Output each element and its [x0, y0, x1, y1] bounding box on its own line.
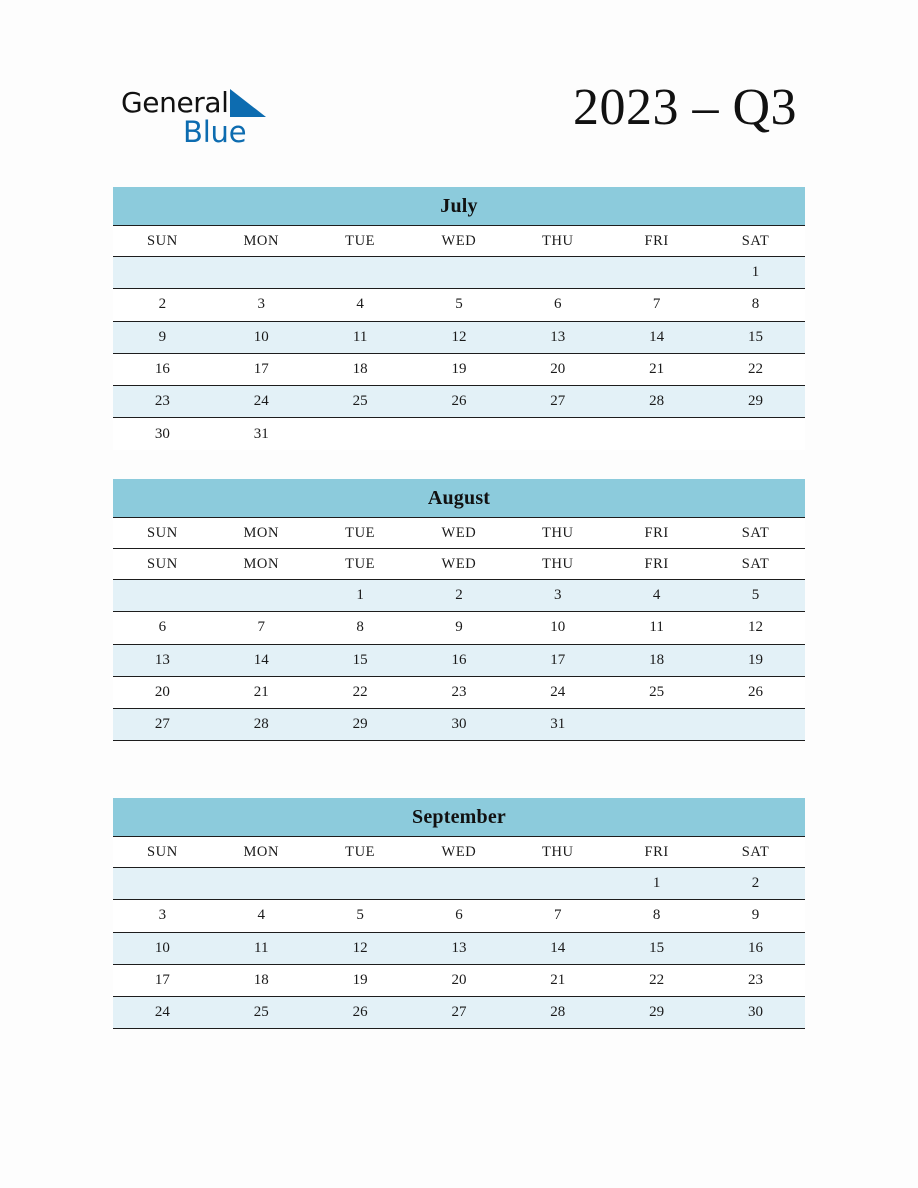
- day-cell-empty: [410, 418, 509, 450]
- day-cell[interactable]: 8: [706, 289, 805, 321]
- day-cell[interactable]: 18: [311, 353, 410, 385]
- day-header-sun: SUN: [113, 549, 212, 580]
- day-cell[interactable]: 26: [410, 386, 509, 418]
- day-header-fri: FRI: [607, 549, 706, 580]
- day-header-mon: MON: [212, 549, 311, 580]
- day-cell[interactable]: 20: [410, 964, 509, 996]
- general-blue-logo: [121, 88, 281, 150]
- day-header-sun: SUN: [113, 837, 212, 868]
- week-row: [113, 353, 805, 385]
- day-header-wed: WED: [410, 837, 509, 868]
- day-header-fri: FRI: [607, 226, 706, 257]
- day-cell[interactable]: 23: [706, 964, 805, 996]
- day-header-wed: WED: [410, 226, 509, 257]
- day-cell[interactable]: 26: [706, 676, 805, 708]
- day-cell[interactable]: 12: [706, 612, 805, 644]
- day-header-wed: WED: [410, 518, 509, 549]
- day-cell[interactable]: 30: [410, 709, 509, 741]
- week-row: [113, 644, 805, 676]
- day-cell[interactable]: 25: [311, 386, 410, 418]
- day-cell[interactable]: 16: [706, 932, 805, 964]
- day-cell[interactable]: 24: [212, 386, 311, 418]
- day-header-row-august-2: [113, 549, 805, 580]
- day-cell[interactable]: 2: [113, 289, 212, 321]
- day-header-thu: THU: [508, 226, 607, 257]
- day-cell[interactable]: 30: [706, 997, 805, 1029]
- day-cell[interactable]: 28: [508, 997, 607, 1029]
- day-header-sat: SAT: [706, 226, 805, 257]
- day-cell-empty: [508, 257, 607, 289]
- month-title-august: August: [113, 479, 805, 518]
- week-row: [113, 676, 805, 708]
- day-cell[interactable]: 20: [508, 353, 607, 385]
- day-cell[interactable]: 21: [508, 964, 607, 996]
- day-cell-empty: [212, 257, 311, 289]
- day-cell[interactable]: 11: [311, 321, 410, 353]
- day-cell-empty: [706, 418, 805, 450]
- week-row: [113, 868, 805, 900]
- day-cell[interactable]: 19: [311, 964, 410, 996]
- day-cell[interactable]: 13: [410, 932, 509, 964]
- day-cell[interactable]: 23: [113, 386, 212, 418]
- day-cell[interactable]: 12: [311, 932, 410, 964]
- day-cell[interactable]: 20: [113, 676, 212, 708]
- day-header-sat: SAT: [706, 837, 805, 868]
- day-cell[interactable]: 24: [113, 997, 212, 1029]
- day-header-sun: SUN: [113, 518, 212, 549]
- day-cell[interactable]: 10: [212, 321, 311, 353]
- day-cell[interactable]: 25: [607, 676, 706, 708]
- day-cell-empty: [706, 709, 805, 741]
- day-cell[interactable]: 5: [410, 289, 509, 321]
- day-cell[interactable]: 19: [706, 644, 805, 676]
- day-cell[interactable]: 9: [113, 321, 212, 353]
- day-cell[interactable]: 13: [508, 321, 607, 353]
- day-header-fri: FRI: [607, 837, 706, 868]
- week-row: [113, 964, 805, 996]
- day-cell[interactable]: 14: [508, 932, 607, 964]
- day-cell-empty: [607, 257, 706, 289]
- day-header-thu: THU: [508, 549, 607, 580]
- day-cell-empty: [311, 868, 410, 900]
- day-cell[interactable]: 16: [113, 353, 212, 385]
- day-cell[interactable]: 3: [212, 289, 311, 321]
- week-row: [113, 580, 805, 612]
- day-cell[interactable]: 14: [212, 644, 311, 676]
- day-cell-empty: [113, 257, 212, 289]
- day-header-mon: MON: [212, 226, 311, 257]
- week-row: [113, 321, 805, 353]
- day-cell[interactable]: 24: [508, 676, 607, 708]
- day-cell[interactable]: 16: [410, 644, 509, 676]
- day-cell[interactable]: 8: [607, 900, 706, 932]
- day-cell[interactable]: 19: [410, 353, 509, 385]
- day-cell[interactable]: 12: [410, 321, 509, 353]
- day-cell[interactable]: 22: [706, 353, 805, 385]
- day-cell[interactable]: 30: [113, 418, 212, 450]
- day-header-thu: THU: [508, 837, 607, 868]
- day-cell[interactable]: 6: [410, 900, 509, 932]
- day-cell[interactable]: 14: [607, 321, 706, 353]
- day-cell[interactable]: 17: [508, 644, 607, 676]
- month-title-september: September: [113, 798, 805, 837]
- blue-triangle-icon: [230, 89, 266, 117]
- day-cell[interactable]: 15: [706, 321, 805, 353]
- day-cell[interactable]: 17: [113, 964, 212, 996]
- day-cell[interactable]: 10: [113, 932, 212, 964]
- week-row: [113, 289, 805, 321]
- page-title: 2023 – Q3: [572, 79, 797, 136]
- day-cell[interactable]: 9: [410, 612, 509, 644]
- week-row: [113, 997, 805, 1029]
- day-header-tue: TUE: [311, 837, 410, 868]
- day-cell-empty: [410, 868, 509, 900]
- day-cell[interactable]: 21: [607, 353, 706, 385]
- week-row: [113, 900, 805, 932]
- day-cell[interactable]: 28: [212, 709, 311, 741]
- page-header: [113, 72, 805, 158]
- day-cell[interactable]: 23: [410, 676, 509, 708]
- day-cell[interactable]: 11: [212, 932, 311, 964]
- day-cell[interactable]: 29: [607, 997, 706, 1029]
- day-cell[interactable]: 2: [706, 868, 805, 900]
- week-row: [113, 418, 805, 450]
- month-title-july: July: [113, 187, 805, 226]
- day-cell[interactable]: 4: [311, 289, 410, 321]
- logo-top-row: [121, 88, 266, 118]
- day-cell[interactable]: 15: [311, 644, 410, 676]
- day-cell-empty: [113, 868, 212, 900]
- day-cell[interactable]: 4: [212, 900, 311, 932]
- day-cell[interactable]: 4: [607, 580, 706, 612]
- day-header-row-september-1: [113, 837, 805, 868]
- calendar-august: [113, 479, 805, 741]
- calendar-july: [113, 187, 805, 450]
- day-cell[interactable]: 27: [113, 709, 212, 741]
- day-header-row-august-1: [113, 518, 805, 549]
- day-cell-empty: [212, 868, 311, 900]
- day-header-tue: TUE: [311, 226, 410, 257]
- day-header-wed: WED: [410, 549, 509, 580]
- day-cell[interactable]: 5: [311, 900, 410, 932]
- day-header-mon: MON: [212, 518, 311, 549]
- day-cell[interactable]: 21: [212, 676, 311, 708]
- day-cell[interactable]: 25: [212, 997, 311, 1029]
- month-band-row-august: [113, 479, 805, 518]
- day-cell[interactable]: 28: [607, 386, 706, 418]
- day-header-thu: THU: [508, 518, 607, 549]
- day-header-mon: MON: [212, 837, 311, 868]
- day-cell[interactable]: 22: [311, 676, 410, 708]
- day-cell[interactable]: 27: [410, 997, 509, 1029]
- day-cell[interactable]: 29: [311, 709, 410, 741]
- week-row: [113, 612, 805, 644]
- day-cell[interactable]: 27: [508, 386, 607, 418]
- day-header-row-july-1: [113, 226, 805, 257]
- day-cell[interactable]: 13: [113, 644, 212, 676]
- day-cell[interactable]: 1: [607, 868, 706, 900]
- day-cell[interactable]: 18: [212, 964, 311, 996]
- day-cell[interactable]: 6: [113, 612, 212, 644]
- week-row: [113, 257, 805, 289]
- day-cell[interactable]: 5: [706, 580, 805, 612]
- day-cell-empty: [607, 709, 706, 741]
- day-cell[interactable]: 26: [311, 997, 410, 1029]
- day-cell[interactable]: 17: [212, 353, 311, 385]
- month-band-row-september: [113, 798, 805, 837]
- day-header-sat: SAT: [706, 549, 805, 580]
- day-cell-empty: [508, 418, 607, 450]
- day-cell[interactable]: 18: [607, 644, 706, 676]
- day-cell[interactable]: 31: [508, 709, 607, 741]
- day-cell[interactable]: 15: [607, 932, 706, 964]
- day-cell-empty: [113, 580, 212, 612]
- day-cell[interactable]: 6: [508, 289, 607, 321]
- day-cell-empty: [311, 418, 410, 450]
- week-row: [113, 386, 805, 418]
- day-cell[interactable]: 7: [508, 900, 607, 932]
- day-cell[interactable]: 11: [607, 612, 706, 644]
- month-band-row-july: [113, 187, 805, 226]
- logo-word-general: General: [121, 86, 229, 119]
- day-cell-empty: [607, 418, 706, 450]
- day-header-sat: SAT: [706, 518, 805, 549]
- day-cell[interactable]: 29: [706, 386, 805, 418]
- day-cell-empty: [311, 257, 410, 289]
- day-cell[interactable]: 1: [311, 580, 410, 612]
- calendar-september: [113, 798, 805, 1029]
- day-cell[interactable]: 7: [212, 612, 311, 644]
- day-cell[interactable]: 7: [607, 289, 706, 321]
- day-cell-empty: [410, 257, 509, 289]
- day-cell[interactable]: 31: [212, 418, 311, 450]
- day-cell[interactable]: 2: [410, 580, 509, 612]
- day-cell[interactable]: 3: [508, 580, 607, 612]
- day-header-fri: FRI: [607, 518, 706, 549]
- day-cell[interactable]: 9: [706, 900, 805, 932]
- day-cell-empty: [212, 580, 311, 612]
- day-header-tue: TUE: [311, 518, 410, 549]
- day-header-tue: TUE: [311, 549, 410, 580]
- day-cell[interactable]: 10: [508, 612, 607, 644]
- week-row: [113, 709, 805, 741]
- day-cell[interactable]: 8: [311, 612, 410, 644]
- week-row: [113, 932, 805, 964]
- logo-word-blue: Blue: [183, 115, 247, 149]
- day-cell[interactable]: 22: [607, 964, 706, 996]
- day-cell[interactable]: 1: [706, 257, 805, 289]
- day-cell-empty: [508, 868, 607, 900]
- day-header-sun: SUN: [113, 226, 212, 257]
- day-cell[interactable]: 3: [113, 900, 212, 932]
